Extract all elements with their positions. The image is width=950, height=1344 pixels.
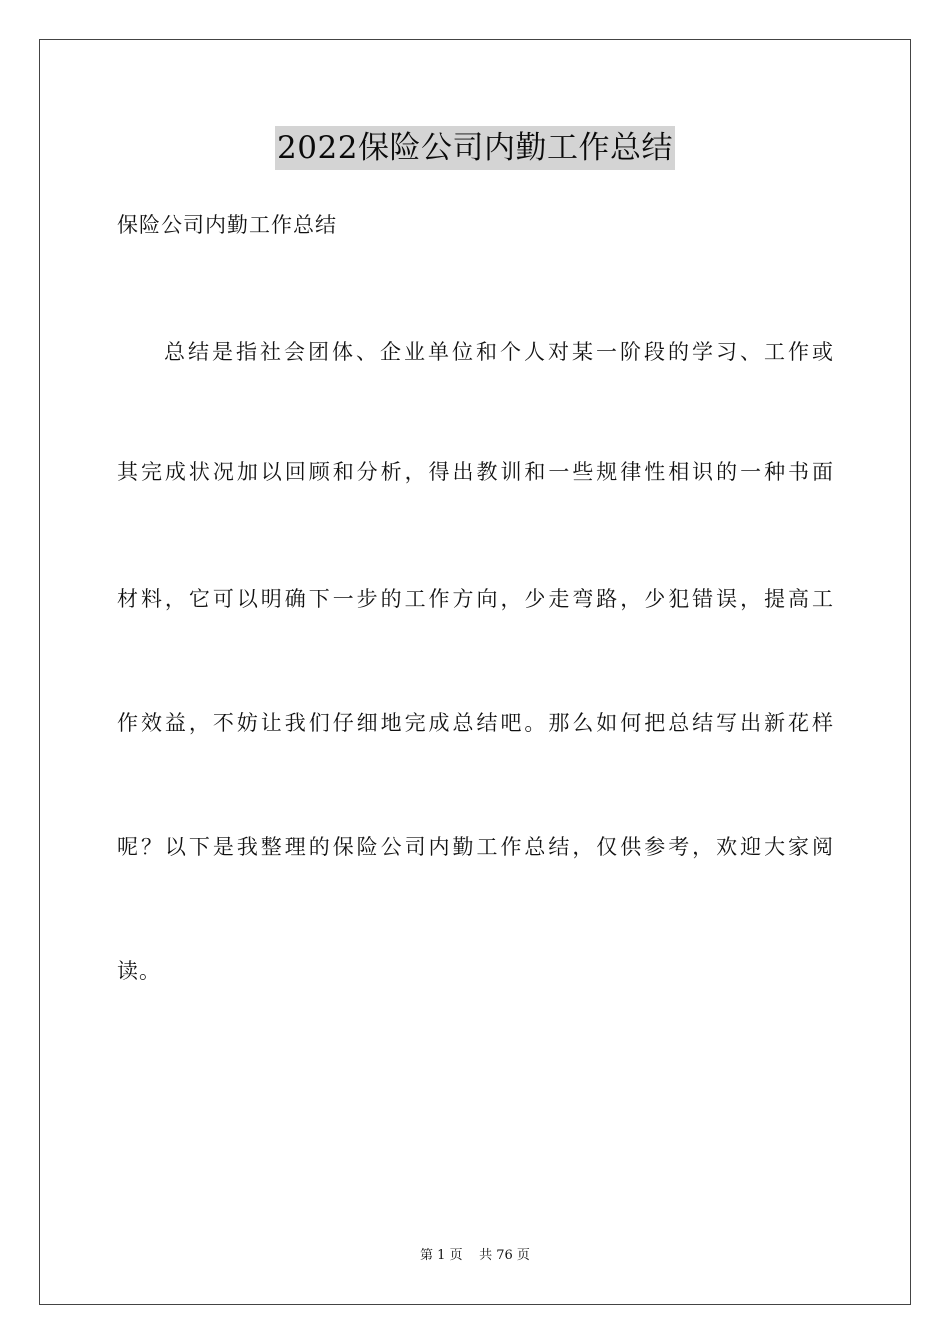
document-subtitle: 保险公司内勤工作总结	[117, 213, 337, 237]
body-line-1: 总结是指社会团体、企业单位和个人对某一阶段的学习、工作或	[164, 340, 833, 364]
body-line-6: 读。	[117, 959, 161, 983]
page-number: 第 1 页	[420, 1248, 463, 1263]
body-line-5: 呢？以下是我整理的保险公司内勤工作总结，仅供参考，欢迎大家阅	[117, 835, 833, 859]
document-title: 2022保险公司内勤工作总结	[275, 126, 675, 170]
body-line-3: 材料，它可以明确下一步的工作方向，少走弯路，少犯错误，提高工	[117, 587, 833, 611]
body-line-2: 其完成状况加以回顾和分析，得出教训和一些规律性相识的一种书面	[117, 460, 833, 484]
page-total: 共 76 页	[479, 1248, 530, 1263]
page-footer	[0, 1246, 950, 1266]
body-line-4: 作效益，不妨让我们仔细地完成总结吧。那么如何把总结写出新花样	[117, 711, 833, 735]
title-container	[0, 126, 950, 170]
